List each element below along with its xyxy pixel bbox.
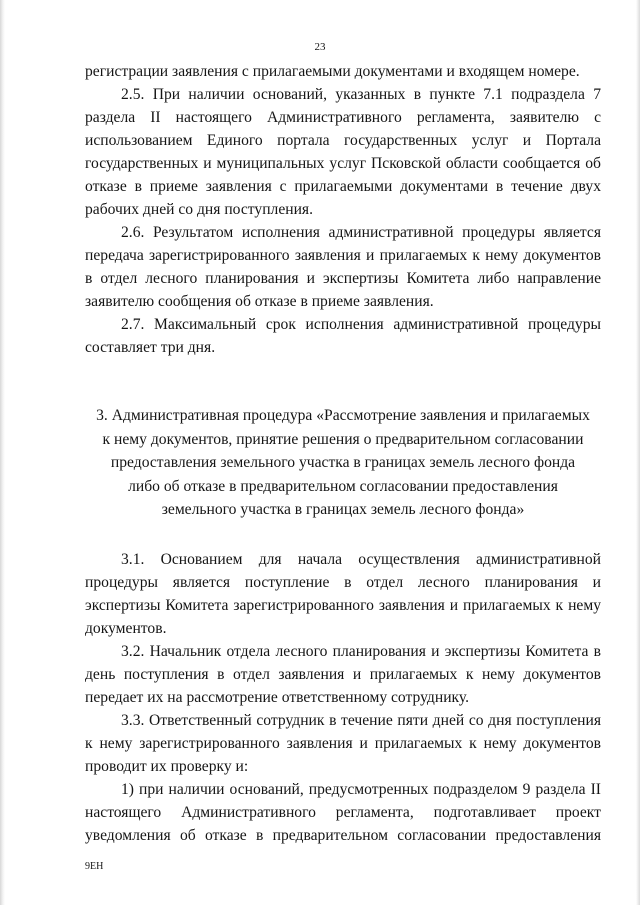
paragraph: 2.6. Результатом исполнения административной процедуры является передача зарегистрированного заявления и прилагаемых к нему документов в отдел лесного планирования и экспертизы Комитета либо направление заявителю сообщения об отказе в приеме заявления. <box>85 224 601 310</box>
section-heading-line: предоставления земельного участка в границах земель лесного фонда <box>110 454 576 471</box>
paragraph: 1) при наличии оснований, предусмотренных подразделом 9 раздела II настоящего Административного регламента, подготавливает проект уведомления об отказе в предварительном согласовании предоставления <box>85 781 601 844</box>
scan-edge-right <box>636 0 640 905</box>
paragraph: регистрации заявления с прилагаемыми документами и входящем номере. <box>85 63 580 80</box>
section-heading-line: либо об отказе в предварительном согласовании предоставления <box>128 477 558 495</box>
body-text-top <box>85 60 601 359</box>
section-heading-line: 3. Административная процедура «Рассмотрение заявления и прилагаемых <box>96 407 590 424</box>
page-number: 23 <box>314 41 326 53</box>
section-heading <box>85 404 601 522</box>
scan-edge-left <box>0 0 5 905</box>
body-text-bottom <box>85 548 601 847</box>
paragraph: 3.1. Основанием для начала осуществления административной процедуры является поступление в отдел лесного планирования и экспертизы Комитета зарегистрированного заявления и прилагаемых к нему документов. <box>85 551 601 637</box>
paragraph: 2.5. При наличии оснований, указанных в пункте 7.1 подраздела 7 раздела II настоящего Административного регламента, заявителю с использованием Единого портала государственных услуг и Портала государственных и муниципальных услуг Псковской области сообщается об отказе в приеме заявления с прилагаемыми документами в течение двух рабочих дней со дня поступления. <box>85 86 601 218</box>
section-heading-line: к нему документов, принятие решения о предварительном согласовании <box>102 430 584 448</box>
paragraph: 2.7. Максимальный срок исполнения административной процедуры составляет три дня. <box>85 316 601 356</box>
section-heading-line: земельного участка в границах земель лесного фонда» <box>161 501 525 518</box>
footer-code: 9ЕН <box>85 861 104 872</box>
paragraph: 3.2. Начальник отдела лесного планирования и экспертизы Комитета в день поступления в отдел заявления и прилагаемых к нему документов передает их на рассмотрение ответственному сотруднику. <box>85 643 601 706</box>
paragraph: 3.3. Ответственный сотрудник в течение пяти дней со дня поступления к нему зарегистрированного заявления и прилагаемых к нему документов проводит их проверку и: <box>85 712 601 775</box>
